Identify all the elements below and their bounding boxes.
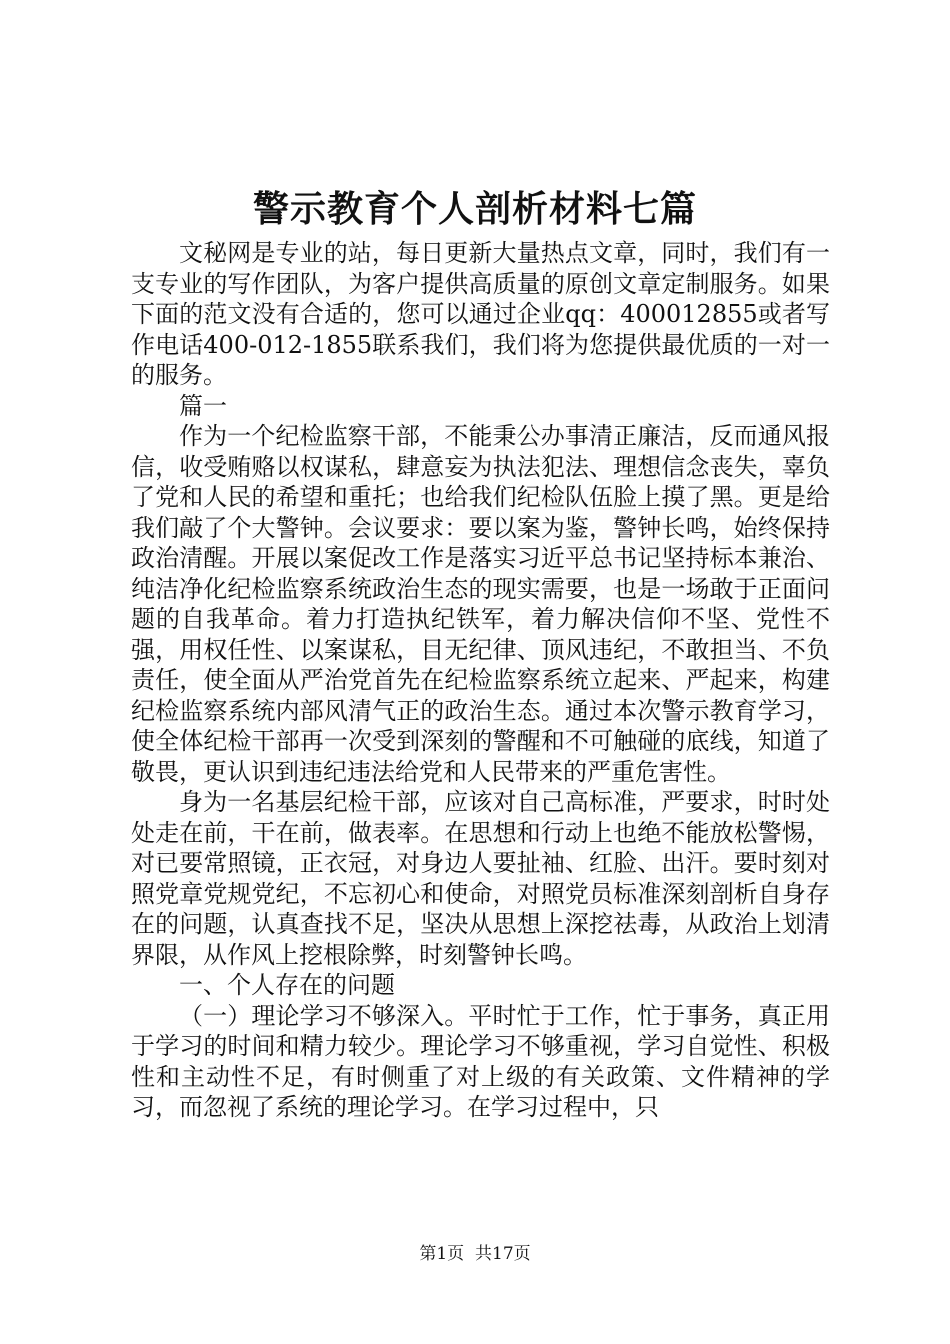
page-total: 共17页	[475, 1244, 531, 1264]
body-paragraph: 作为一个纪检监察干部，不能秉公办事清正廉洁，反而通风报信，收受贿赂以权谋私，肆意妄为执法犯法、理想信念丧失，辜负了党和人民的希望和重托；也给我们纪检队伍脸上摸了黑。更是给我们敲了个大警钟。会议要求：要以案为鉴，警钟长鸣，始终保持政治清醒。开展以案促改工作是落实习近平总书记坚持标本兼治、纯洁净化纪检监察系统政治生态的现实需要，也是一场敢于正面问题的自我革命。着力打造执纪铁军，着力解决信仰不坚、党性不强，用权任性、以案谋私，目无纪律、顶风违纪，不敢担当、不负责任，使全面从严治党首先在纪检监察系统立起来、严起来，构建纪检监察系统内部风清气正的政治生态。通过本次警示教育学习，使全体纪检干部再一次受到深刻的警醒和不可触碰的底线，知道了敬畏，更认识到违纪违法给党和人民带来的严重危害性。	[131, 422, 830, 786]
intro-paragraph: 文秘网是专业的站，每日更新大量热点文章，同时，我们有一支专业的写作团队，为客户提供高质量的原创文章定制服务。如果下面的范文没有合适的，您可以通过企业qq：400012855或者写作电话400-012-1855联系我们，我们将为您提供最优质的一对一的服务。	[131, 239, 830, 389]
document-body	[131, 238, 830, 1123]
body-paragraph: 身为一名基层纪检干部，应该对自己高标准，严要求，时时处处走在前，干在前，做表率。在思想和行动上也绝不能放松警惕，对已要常照镜，正衣冠，对身边人要扯袖、红脸、出汗。要时刻对照党章党规党纪，不忘初心和使命，对照党员标准深刻剖析自身存在的问题，认真查找不足，坚决从思想上深挖祛毒，从政治上划清界限，从作风上挖根除弊，时刻警钟长鸣。	[131, 788, 830, 969]
page-footer	[0, 1242, 950, 1266]
section-heading-part-one: 篇一	[179, 391, 227, 420]
document-title: 警示教育个人剖析材料七篇	[252, 188, 697, 230]
page-number: 第1页	[419, 1244, 465, 1264]
body-paragraph: （一）理论学习不够深入。平时忙于工作，忙于事务，真正用于学习的时间和精力较少。理论学习不够重视，学习自觉性、积极性和主动性不足，有时侧重了对上级的有关政策、文件精神的学习，而忽视了系统的理论学习。在学习过程中，只	[131, 1001, 830, 1121]
section-heading-problems: 一、个人存在的问题	[179, 971, 395, 999]
